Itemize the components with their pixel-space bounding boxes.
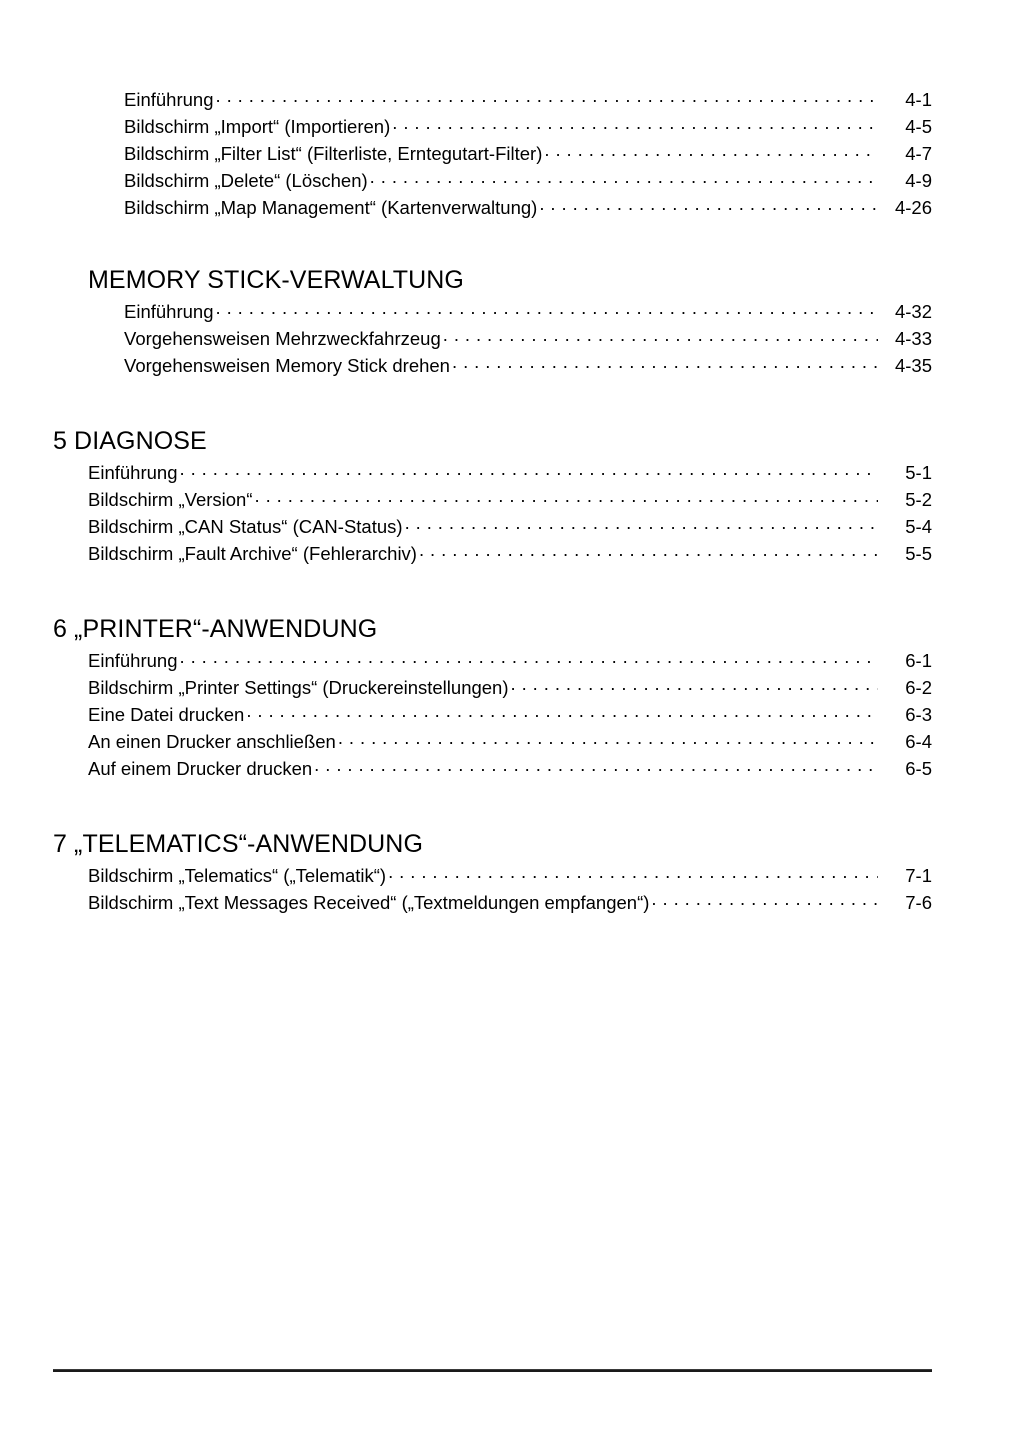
toc-entry-page-number: 6-5 [905,758,932,779]
toc-entry-page-number: 4-9 [905,170,932,191]
toc-entry-title: Bildschirm „Printer Settings“ (Druckereinstellungen) [88,677,509,698]
toc-dot-leader [246,701,878,721]
toc-entry-list [53,862,932,916]
toc-entry-title: Bildschirm „CAN Status“ (CAN-Status) [88,516,403,537]
toc-entry[interactable] [53,167,932,194]
toc-dot-leader [511,674,878,694]
toc-entry[interactable] [53,889,932,916]
toc-entry-page-number: 7-6 [905,892,932,913]
toc-section-heading: 7 „TELEMATICS“-ANWENDUNG [53,830,424,858]
toc-entry[interactable] [53,728,932,755]
toc-entry-title: An einen Drucker anschließen [88,731,336,752]
toc-entry[interactable] [53,113,932,140]
toc-entry-title: Einführung [88,462,178,483]
toc-entry-page-number: 4-1 [905,89,932,110]
toc-entry-title: Bildschirm „Import“ (Importieren) [124,116,391,137]
toc-group [53,426,932,567]
toc-entry-page-number: 6-4 [905,731,932,752]
toc-dot-leader [388,862,878,882]
toc-group [53,614,932,782]
toc-dot-leader [443,325,878,345]
toc-entry-page-number: 4-32 [894,301,932,322]
toc-entry-title: Bildschirm „Filter List“ (Filterliste, Erntegutart-Filter) [124,143,543,164]
toc-group [53,829,932,916]
toc-entry[interactable] [53,755,932,782]
toc-entry-title: Vorgehensweisen Mehrzweckfahrzeug [124,328,441,349]
toc-entry[interactable] [53,194,932,221]
toc-entry-title: Eine Datei drucken [88,704,245,725]
toc-dot-leader [179,459,878,479]
toc-entry-list [53,298,932,379]
toc-entry-page-number: 4-35 [894,355,932,376]
toc-entry-page-number: 5-4 [905,516,932,537]
toc-entry-list [53,459,932,567]
toc-entry[interactable] [53,862,932,889]
toc-entry-page-number: 6-2 [905,677,932,698]
toc-entry-title: Bildschirm „Map Management“ (Kartenverwaltung) [124,197,538,218]
toc-group [53,86,932,221]
toc-entry-page-number: 4-7 [905,143,932,164]
toc-dot-leader [370,167,878,187]
toc-dot-leader [392,113,878,133]
toc-entry-page-number: 5-5 [905,543,932,564]
toc-dot-leader [405,513,878,533]
toc-dot-leader [452,352,878,372]
toc-entry-list [53,647,932,782]
toc-dot-leader [179,647,878,667]
toc-entry-title: Bildschirm „Telematics“ („Telematik“) [88,865,387,886]
toc-entry-title: Einführung [88,650,178,671]
toc-entry-title: Auf einem Drucker drucken [88,758,313,779]
toc-entry-page-number: 5-1 [905,462,932,483]
toc-dot-leader [215,298,878,318]
toc-entry-title: Bildschirm „Version“ [88,489,253,510]
toc-entry-list [53,86,932,221]
table-of-contents [53,86,932,916]
toc-dot-leader [544,140,878,160]
toc-entry[interactable] [53,352,932,379]
toc-dot-leader [651,889,878,909]
toc-entry[interactable] [53,486,932,513]
toc-dot-leader [338,728,878,748]
toc-entry-title: Einführung [124,89,214,110]
toc-entry[interactable] [53,701,932,728]
toc-entry-title: Bildschirm „Text Messages Received“ („Textmeldungen empfangen“) [88,892,650,913]
toc-section-heading: 6 „PRINTER“-ANWENDUNG [53,615,378,643]
toc-section-heading: 5 DIAGNOSE [53,427,207,455]
toc-entry-page-number: 4-26 [894,197,932,218]
toc-entry[interactable] [53,540,932,567]
toc-entry-page-number: 7-1 [905,865,932,886]
toc-entry-title: Bildschirm „Delete“ (Löschen) [124,170,368,191]
footer-divider [53,1369,932,1372]
toc-entry[interactable] [53,140,932,167]
toc-entry-title: Einführung [124,301,214,322]
toc-dot-leader [255,486,879,506]
toc-entry[interactable] [53,325,932,352]
toc-entry[interactable] [53,459,932,486]
toc-dot-leader [419,540,878,560]
toc-entry-page-number: 5-2 [905,489,932,510]
toc-entry-page-number: 4-5 [905,116,932,137]
toc-dot-leader [215,86,878,106]
toc-entry-page-number: 6-1 [905,650,932,671]
toc-section-heading: MEMORY STICK-VERWALTUNG [88,266,464,294]
toc-entry-title: Bildschirm „Fault Archive“ (Fehlerarchiv) [88,543,417,564]
toc-entry[interactable] [53,647,932,674]
toc-entry[interactable] [53,86,932,113]
toc-entry-page-number: 4-33 [894,328,932,349]
toc-dot-leader [539,194,878,214]
toc-entry[interactable] [53,298,932,325]
toc-group [53,265,932,379]
toc-entry-page-number: 6-3 [905,704,932,725]
toc-dot-leader [314,755,878,775]
toc-entry[interactable] [53,513,932,540]
toc-entry[interactable] [53,674,932,701]
toc-entry-title: Vorgehensweisen Memory Stick drehen [124,355,450,376]
